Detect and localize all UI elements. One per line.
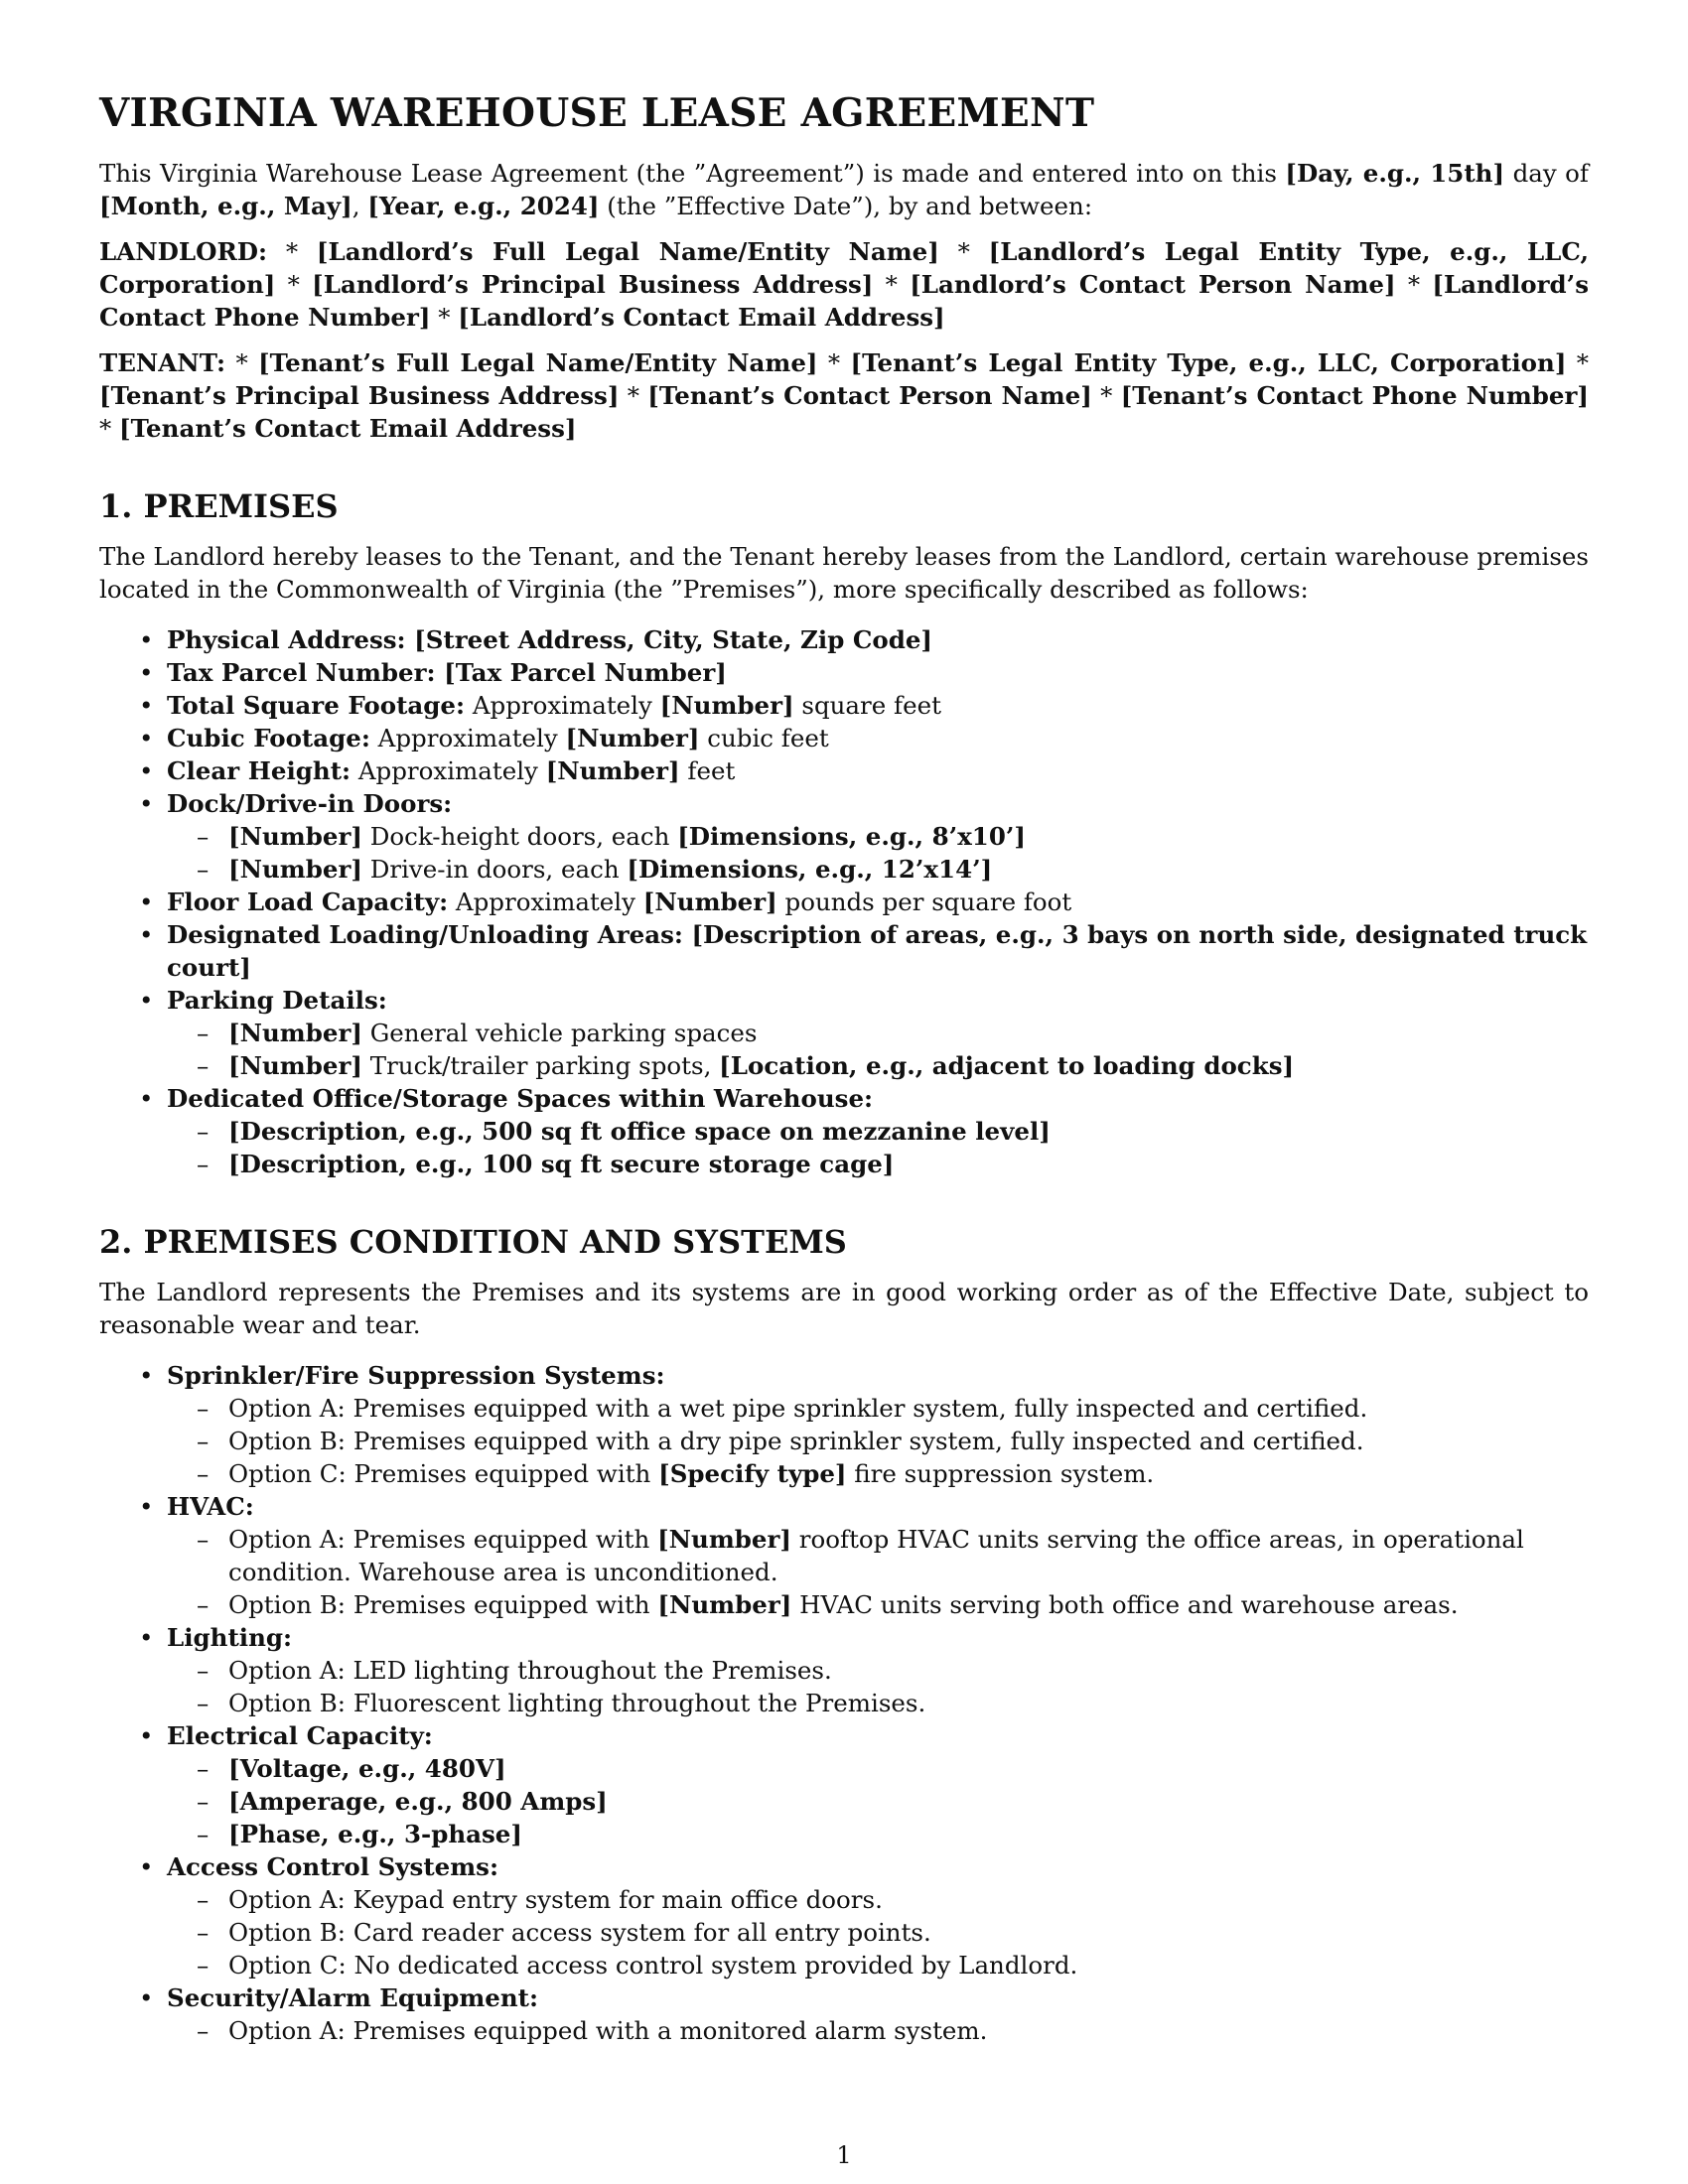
- sub-item: [167, 1687, 1589, 1719]
- bold-text: [Tenant’s Contact Person Name]: [647, 381, 1092, 410]
- text-run: *: [619, 381, 648, 410]
- bullet-item: [99, 1850, 1589, 1981]
- text-run: (the ”Effective Date”), by and between:: [599, 192, 1093, 220]
- bold-text: Electrical Capacity:: [167, 1721, 433, 1750]
- bullet-item: [99, 1490, 1589, 1621]
- text-run: Option A: Premises equipped with a monitored alarm system.: [228, 2016, 988, 2045]
- bold-text: Access Control Systems:: [167, 1852, 498, 1881]
- bold-text: [Number]: [228, 1019, 362, 1047]
- sub-item: [167, 1785, 1589, 1818]
- text-run: *: [430, 303, 459, 332]
- sub-item: [167, 853, 1589, 886]
- text-run: Option B: Premises equipped with a dry pipe sprinkler system, fully inspected and certified.: [228, 1427, 1364, 1455]
- sub-list: [167, 1523, 1589, 1621]
- bullet-item: [99, 623, 1589, 656]
- intro-paragraph: [99, 157, 1589, 222]
- bold-text: [Amperage, e.g., 800 Amps]: [228, 1787, 608, 1816]
- text-run: General vehicle parking spaces: [361, 1019, 758, 1047]
- text-run: HVAC units serving both office and warehouse areas.: [791, 1590, 1459, 1619]
- sub-item: [167, 1017, 1589, 1049]
- text-run: Truck/trailer parking spots,: [361, 1051, 720, 1080]
- bullet-item: [99, 886, 1589, 918]
- bold-text: Sprinkler/Fire Suppression Systems:: [167, 1361, 665, 1390]
- sub-item: [167, 1916, 1589, 1949]
- bold-text: [Description, e.g., 100 sq ft secure storage cage]: [228, 1150, 895, 1178]
- sub-item: [167, 1049, 1589, 1082]
- bold-text: [Tenant’s Full Legal Name/Entity Name]: [258, 348, 818, 377]
- bold-text: [Landlord’s Principal Business Address]: [312, 270, 874, 299]
- text-run: square feet: [793, 691, 941, 720]
- bold-text: [Year, e.g., 2024]: [367, 192, 600, 220]
- bold-text: LANDLORD:: [99, 237, 268, 266]
- sub-item: [167, 1752, 1589, 1785]
- bullet-item: [99, 722, 1589, 754]
- text-run: Option B: Fluorescent lighting throughout the Premises.: [228, 1689, 926, 1717]
- bold-text: Security/Alarm Equipment:: [167, 1983, 539, 2012]
- bold-text: [Number]: [545, 756, 680, 785]
- text-run: *: [1395, 270, 1433, 299]
- sub-item: [167, 1425, 1589, 1457]
- text-run: *: [817, 348, 851, 377]
- document-title: VIRGINIA WAREHOUSE LEASE AGREEMENT: [99, 90, 1095, 136]
- text-run: *: [1566, 348, 1590, 377]
- bullet-item: [99, 787, 1589, 886]
- bold-text: [Description, e.g., 500 sq ft office space on mezzanine level]: [228, 1117, 1051, 1146]
- text-run: Dock-height doors, each: [361, 822, 678, 851]
- bullet-item: [99, 1082, 1589, 1180]
- sub-list: [167, 1115, 1589, 1180]
- text-run: *: [938, 237, 989, 266]
- bullet-item: [99, 1359, 1589, 1490]
- text-run: Option B: Premises equipped with: [228, 1590, 658, 1619]
- bold-text: [Number]: [657, 1590, 792, 1619]
- sub-item: [167, 1818, 1589, 1850]
- text-run: Option A: Premises equipped with: [228, 1525, 658, 1554]
- text-run: This Virginia Warehouse Lease Agreement (the ”Agreement”) is made and entered into on this: [99, 159, 1286, 188]
- text-run: *: [873, 270, 911, 299]
- text-run: Drive-in doors, each: [361, 855, 628, 884]
- sub-item: [167, 1115, 1589, 1148]
- text-run: Approximately: [369, 724, 566, 752]
- bold-text: Cubic Footage:: [167, 724, 370, 752]
- bold-text: HVAC:: [167, 1492, 254, 1521]
- bold-text: [Specify type]: [658, 1459, 847, 1488]
- text-run: *: [99, 414, 120, 443]
- bold-text: Dedicated Office/Storage Spaces within Warehouse:: [167, 1084, 874, 1113]
- bold-text: Physical Address:: [167, 625, 415, 654]
- text-run: *: [225, 348, 259, 377]
- bold-text: Tax Parcel Number:: [167, 658, 445, 687]
- bold-text: Clear Height:: [167, 756, 352, 785]
- bullet-item: [99, 689, 1589, 722]
- text-run: Approximately: [448, 887, 643, 916]
- bold-text: [Number]: [228, 822, 362, 851]
- bold-text: TENANT:: [99, 348, 226, 377]
- text-run: feet: [679, 756, 736, 785]
- sub-list: [167, 1017, 1589, 1082]
- bullet-item: [99, 918, 1589, 984]
- bold-text: [Number]: [565, 724, 700, 752]
- text-run: cubic feet: [699, 724, 829, 752]
- sub-item: [167, 1457, 1589, 1490]
- bold-text: Lighting:: [167, 1623, 293, 1652]
- text-run: Option A: Keypad entry system for main office doors.: [228, 1885, 883, 1914]
- text-run: fire suppression system.: [846, 1459, 1155, 1488]
- sub-item: [167, 1588, 1589, 1621]
- bold-text: Designated Loading/Unloading Areas:: [167, 920, 692, 949]
- bold-text: [Tenant’s Contact Phone Number]: [1120, 381, 1589, 410]
- bullet-item: [99, 1981, 1589, 2047]
- bold-text: [Landlord’s Full Legal Name/Entity Name]: [316, 237, 939, 266]
- sub-item: [167, 2014, 1589, 2047]
- text-run: Approximately: [465, 691, 660, 720]
- text-run: Option C: Premises equipped with: [228, 1459, 659, 1488]
- section-paragraph: [99, 540, 1589, 606]
- sub-list: [167, 1392, 1589, 1490]
- text-run: Option B: Card reader access system for all entry points.: [228, 1918, 931, 1947]
- bold-text: [Dimensions, e.g., 12’x14’]: [627, 855, 993, 884]
- text-run: Approximately: [351, 756, 546, 785]
- bold-text: Dock/Drive-in Doors:: [167, 789, 453, 818]
- sub-item: [167, 820, 1589, 853]
- bold-text: [Tenant’s Contact Email Address]: [119, 414, 577, 443]
- bold-text: [Month, e.g., May]: [99, 192, 352, 220]
- section-heading: 2. PREMISES CONDITION AND SYSTEMS: [99, 1223, 847, 1261]
- bullet-item: [99, 1719, 1589, 1850]
- section-heading: 1. PREMISES: [99, 487, 339, 525]
- bullet-item: [99, 984, 1589, 1082]
- bold-text: [Tax Parcel Number]: [444, 658, 727, 687]
- bold-text: [Dimensions, e.g., 8’x10’]: [677, 822, 1027, 851]
- landlord-block: [99, 235, 1589, 334]
- bold-text: [Voltage, e.g., 480V]: [228, 1754, 506, 1783]
- sub-item: [167, 1883, 1589, 1916]
- bold-text: Total Square Footage:: [167, 691, 466, 720]
- text-run: The Landlord represents the Premises and its systems are in good working order as of the Effective Date, subject to reasonable wear and tear.: [99, 1278, 1589, 1339]
- text-run: day of: [1504, 159, 1589, 188]
- sub-item: [167, 1949, 1589, 1981]
- text-run: ,: [352, 192, 368, 220]
- sub-item: [167, 1148, 1589, 1180]
- bold-text: [Tenant’s Legal Entity Type, e.g., LLC, Corporation]: [850, 348, 1567, 377]
- bold-text: [Landlord’s Contact Phone Number]: [99, 270, 1590, 332]
- document-page: [99, 79, 1589, 2047]
- bold-text: Parking Details:: [167, 986, 387, 1015]
- bold-text: [Phase, e.g., 3-phase]: [228, 1820, 522, 1848]
- text-run: *: [1091, 381, 1121, 410]
- bold-text: [Landlord’s Legal Entity Type, e.g., LLC, Corporation]: [99, 237, 1589, 299]
- bold-text: [Day, e.g., 15th]: [1285, 159, 1505, 188]
- bullet-item: [99, 656, 1589, 689]
- sections-container: [99, 486, 1589, 2047]
- bold-text: [Landlord’s Contact Person Name]: [910, 270, 1396, 299]
- tenant-block: [99, 346, 1589, 445]
- text-run: Option C: No dedicated access control system provided by Landlord.: [228, 1951, 1078, 1979]
- text-run: Option A: Premises equipped with a wet pipe sprinkler system, fully inspected and certified.: [228, 1394, 1368, 1423]
- sub-list: [167, 1883, 1589, 1981]
- bullet-item: [99, 754, 1589, 787]
- sub-item: [167, 1654, 1589, 1687]
- bold-text: [Number]: [642, 887, 777, 916]
- bold-text: [Street Address, City, State, Zip Code]: [414, 625, 933, 654]
- text-run: rooftop HVAC units serving the office areas, in operational condition. Warehouse area is unconditioned.: [228, 1525, 1524, 1586]
- sub-list: [167, 820, 1589, 886]
- bold-text: [Number]: [657, 1525, 792, 1554]
- bold-text: [Landlord’s Contact Email Address]: [458, 303, 945, 332]
- sub-list: [167, 2014, 1589, 2047]
- section-paragraph: [99, 1276, 1589, 1341]
- bold-text: Floor Load Capacity:: [167, 887, 449, 916]
- bullet-item: [99, 1621, 1589, 1719]
- bold-text: [Tenant’s Principal Business Address]: [99, 381, 620, 410]
- text-run: *: [267, 237, 317, 266]
- text-run: *: [275, 270, 313, 299]
- text-run: Option A: LED lighting throughout the Premises.: [228, 1656, 832, 1685]
- bullet-list: [99, 1359, 1589, 2047]
- bold-text: [Number]: [228, 855, 362, 884]
- bullet-list: [99, 623, 1589, 1180]
- bold-text: [Number]: [228, 1051, 362, 1080]
- text-run: pounds per square foot: [776, 887, 1072, 916]
- sub-list: [167, 1654, 1589, 1719]
- sub-item: [167, 1392, 1589, 1425]
- bold-text: [Location, e.g., adjacent to loading docks]: [719, 1051, 1295, 1080]
- sub-list: [167, 1752, 1589, 1850]
- text-run: The Landlord hereby leases to the Tenant, and the Tenant hereby leases from the Landlord, certain warehouse premises located in the Commonwealth of Virginia (the ”Premises”), more specifically described as follows:: [99, 542, 1589, 604]
- sub-item: [167, 1523, 1589, 1588]
- bold-text: [Number]: [659, 691, 794, 720]
- page-number: 1: [836, 2141, 852, 2169]
- bold-text: [Description of areas, e.g., 3 bays on north side, designated truck court]: [167, 920, 1588, 982]
